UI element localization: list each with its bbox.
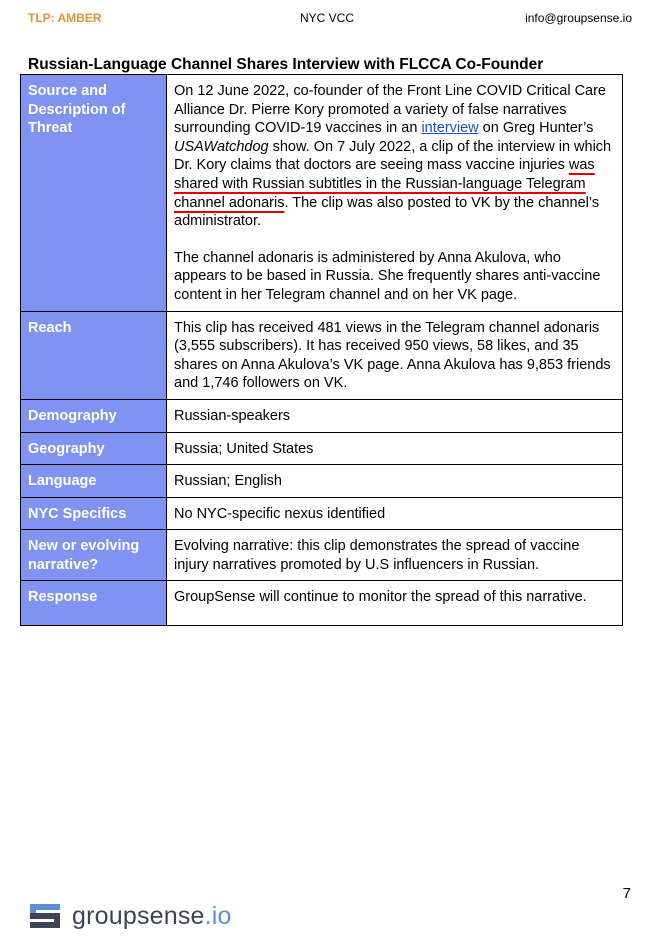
source-text-a: On 12 June 2022, co-founder of the Front Line COVID Critical Care Alliance Dr. Pierre Kory promoted a variety of false narratives surrounding COVID-19 vaccines in an — [174, 83, 606, 137]
label-geography: Geography — [21, 432, 167, 465]
label-narrative: New or evolving narrative? — [21, 530, 167, 581]
page-number: 7 — [622, 885, 631, 902]
interview-link[interactable]: interview — [421, 120, 479, 137]
show-name: USAWatchdog — [174, 138, 269, 155]
label-demography: Demography — [21, 399, 167, 432]
contact-email: info@groupsense.io — [525, 11, 632, 25]
label-reach: Reach — [21, 311, 167, 399]
logo-wordmark — [72, 902, 232, 931]
row-narrative — [21, 530, 623, 581]
logo-main-text: groupsense — [72, 901, 205, 930]
label-response: Response — [21, 581, 167, 626]
value-language: Russian; English — [167, 465, 623, 498]
row-response — [21, 581, 623, 626]
value-nyc-specifics: No NYC-specific nexus identified — [167, 497, 623, 530]
source-text-b: on Greg Hunter’s — [478, 120, 594, 137]
groupsense-logo-icon — [30, 904, 60, 928]
tlp-label: TLP: AMBER — [28, 11, 102, 25]
label-source: Source and Description of Threat — [21, 75, 167, 312]
groupsense-logo — [30, 900, 232, 932]
row-geography — [21, 432, 623, 465]
value-narrative: Evolving narrative: this clip demonstrates the spread of vaccine injury narratives promoted by U.S influencers in Russian. — [167, 530, 623, 581]
label-language: Language — [21, 465, 167, 498]
highlighted-claim: was shared with Russian subtitles in the Russian-language Telegram channel adonaris — [174, 157, 595, 211]
row-source — [21, 75, 623, 312]
value-geography: Russia; United States — [167, 432, 623, 465]
label-nyc-specifics: NYC Specifics — [21, 497, 167, 530]
source-paragraph-2: The channel adonaris is administered by Anna Akulova, who appears to be based in Russia. She frequently shares anti-vaccine content in her Telegram channel and on her VK page. — [174, 249, 601, 303]
row-nyc-specifics — [21, 497, 623, 530]
source-paragraph-1 — [174, 82, 616, 231]
org-label: NYC VCC — [300, 11, 355, 25]
source-text-c: show. On 7 July 2022, a clip of the interview in which Dr. Kory claims that doctors are seeing mass vaccine injuries — [174, 138, 612, 174]
report-title: Russian-Language Channel Shares Interview with FLCCA Co-Founder — [28, 56, 544, 73]
row-demography — [21, 399, 623, 432]
source-text-d: . The clip was also posted to VK by the channel’s administrator. — [174, 194, 600, 230]
threat-table — [20, 74, 623, 626]
logo-suffix-text: .io — [204, 901, 232, 930]
row-reach — [21, 311, 623, 399]
value-response: GroupSense will continue to monitor the spread of this narrative. — [167, 581, 623, 626]
value-reach: This clip has received 481 views in the Telegram channel adonaris (3,555 subscribers). It has received 950 views, 58 likes, and 35 shares on Anna Akulova’s VK page. Anna Akulova has 9,853 friends and 1,746 followers on VK. — [167, 311, 623, 399]
value-source — [167, 75, 623, 312]
value-demography: Russian-speakers — [167, 399, 623, 432]
row-language — [21, 465, 623, 498]
